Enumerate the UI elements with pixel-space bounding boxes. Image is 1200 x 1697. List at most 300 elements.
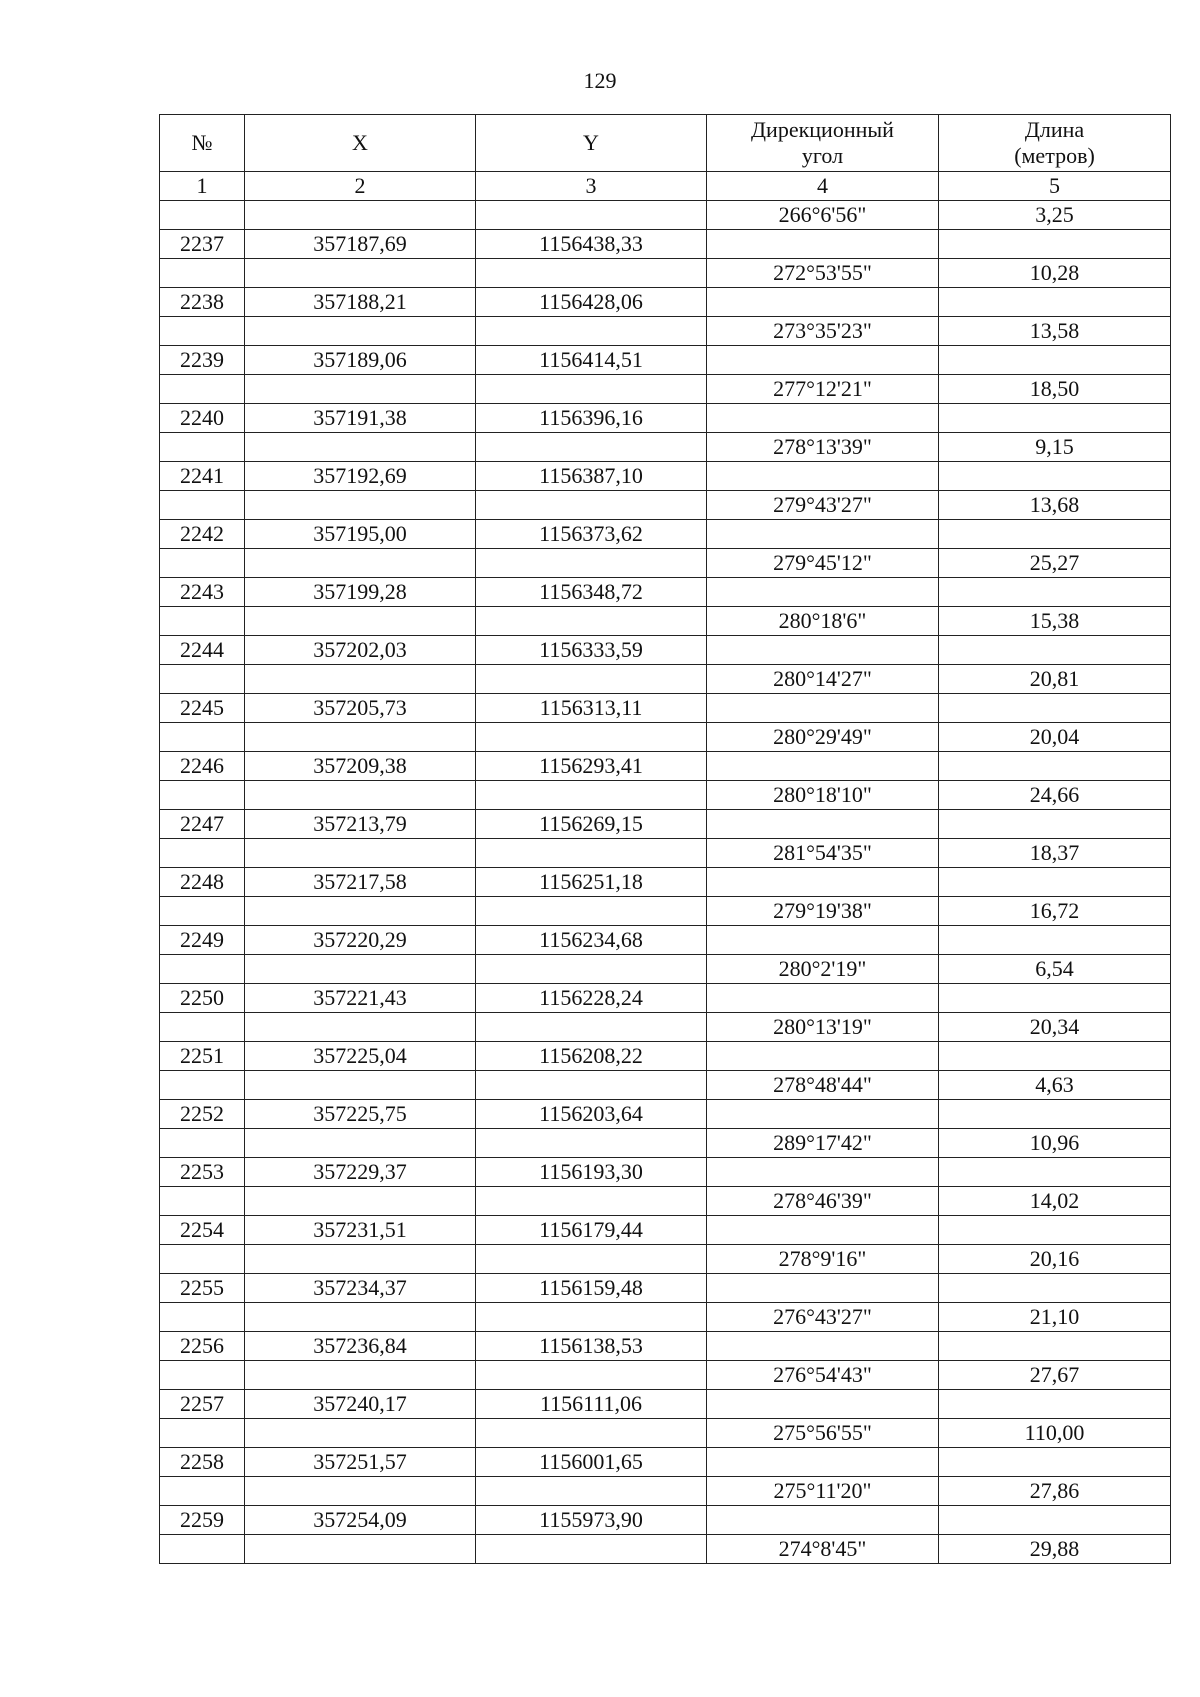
y-coordinate-cell [476, 723, 707, 752]
direction-angle-cell: 278°9'16" [707, 1245, 939, 1274]
coordinates-table [159, 114, 1171, 1564]
point-number-cell [160, 665, 245, 694]
direction-angle-cell: 266°6'56" [707, 201, 939, 230]
table-row [160, 665, 1171, 694]
x-coordinate-cell [245, 1361, 476, 1390]
length-cell: 16,72 [939, 897, 1171, 926]
point-number-cell [160, 1187, 245, 1216]
x-coordinate-cell [245, 839, 476, 868]
table-row [160, 404, 1171, 433]
x-coordinate-cell: 357195,00 [245, 520, 476, 549]
point-number-cell: 2257 [160, 1390, 245, 1419]
table-row [160, 897, 1171, 926]
table-row [160, 1390, 1171, 1419]
y-coordinate-cell: 1156313,11 [476, 694, 707, 723]
column-number-row [160, 172, 1171, 201]
direction-angle-cell: 289°17'42" [707, 1129, 939, 1158]
y-coordinate-cell [476, 259, 707, 288]
column-number: 1 [160, 172, 245, 201]
table-row [160, 636, 1171, 665]
y-coordinate-cell [476, 1187, 707, 1216]
table-row [160, 1361, 1171, 1390]
length-cell: 20,34 [939, 1013, 1171, 1042]
x-coordinate-cell: 357221,43 [245, 984, 476, 1013]
length-cell [939, 1448, 1171, 1477]
point-number-cell: 2256 [160, 1332, 245, 1361]
x-coordinate-cell [245, 1419, 476, 1448]
column-number: 4 [707, 172, 939, 201]
x-coordinate-cell [245, 955, 476, 984]
table-row [160, 926, 1171, 955]
y-coordinate-cell [476, 1071, 707, 1100]
table-row [160, 317, 1171, 346]
direction-angle-cell: 275°56'55" [707, 1419, 939, 1448]
table-row [160, 752, 1171, 781]
y-coordinate-cell: 1156193,30 [476, 1158, 707, 1187]
table-row [160, 288, 1171, 317]
length-cell [939, 868, 1171, 897]
header-angle-line2: угол [801, 143, 844, 168]
y-coordinate-cell: 1156396,16 [476, 404, 707, 433]
column-number: 3 [476, 172, 707, 201]
direction-angle-cell [707, 1158, 939, 1187]
x-coordinate-cell: 357231,51 [245, 1216, 476, 1245]
length-cell [939, 1100, 1171, 1129]
y-coordinate-cell: 1156251,18 [476, 868, 707, 897]
direction-angle-cell [707, 984, 939, 1013]
y-coordinate-cell: 1156001,65 [476, 1448, 707, 1477]
point-number-cell: 2238 [160, 288, 245, 317]
direction-angle-cell [707, 1274, 939, 1303]
table-row [160, 520, 1171, 549]
table-row [160, 607, 1171, 636]
direction-angle-cell [707, 520, 939, 549]
length-cell [939, 1216, 1171, 1245]
table-row [160, 201, 1171, 230]
table-row [160, 1303, 1171, 1332]
length-cell: 24,66 [939, 781, 1171, 810]
table-row [160, 1535, 1171, 1564]
point-number-cell [160, 1129, 245, 1158]
length-cell [939, 1158, 1171, 1187]
x-coordinate-cell: 357220,29 [245, 926, 476, 955]
direction-angle-cell: 278°46'39" [707, 1187, 939, 1216]
y-coordinate-cell [476, 897, 707, 926]
y-coordinate-cell: 1156111,06 [476, 1390, 707, 1419]
point-number-cell: 2250 [160, 984, 245, 1013]
point-number-cell: 2246 [160, 752, 245, 781]
length-cell [939, 404, 1171, 433]
y-coordinate-cell [476, 1419, 707, 1448]
x-coordinate-cell [245, 1129, 476, 1158]
table-row [160, 1071, 1171, 1100]
direction-angle-cell: 272°53'55" [707, 259, 939, 288]
x-coordinate-cell: 357225,75 [245, 1100, 476, 1129]
table-row [160, 1100, 1171, 1129]
point-number-cell: 2255 [160, 1274, 245, 1303]
length-cell [939, 984, 1171, 1013]
y-coordinate-cell [476, 317, 707, 346]
point-number-cell: 2237 [160, 230, 245, 259]
header-angle-line1: Дирекционный [751, 117, 894, 142]
y-coordinate-cell: 1156348,72 [476, 578, 707, 607]
y-coordinate-cell: 1156228,24 [476, 984, 707, 1013]
table-row [160, 346, 1171, 375]
point-number-cell [160, 1361, 245, 1390]
direction-angle-cell: 280°2'19" [707, 955, 939, 984]
x-coordinate-cell [245, 433, 476, 462]
table-row [160, 1419, 1171, 1448]
table-row [160, 1187, 1171, 1216]
column-number: 5 [939, 172, 1171, 201]
length-cell [939, 520, 1171, 549]
direction-angle-cell: 280°14'27" [707, 665, 939, 694]
y-coordinate-cell [476, 1361, 707, 1390]
direction-angle-cell [707, 1448, 939, 1477]
length-cell: 29,88 [939, 1535, 1171, 1564]
table-row [160, 259, 1171, 288]
direction-angle-cell [707, 868, 939, 897]
length-cell [939, 694, 1171, 723]
point-number-cell [160, 723, 245, 752]
y-coordinate-cell: 1156159,48 [476, 1274, 707, 1303]
x-coordinate-cell [245, 665, 476, 694]
y-coordinate-cell: 1156333,59 [476, 636, 707, 665]
x-coordinate-cell: 357229,37 [245, 1158, 476, 1187]
point-number-cell: 2241 [160, 462, 245, 491]
table-row [160, 578, 1171, 607]
length-cell [939, 288, 1171, 317]
y-coordinate-cell: 1156179,44 [476, 1216, 707, 1245]
header-y: Y [476, 115, 707, 172]
x-coordinate-cell: 357205,73 [245, 694, 476, 723]
direction-angle-cell: 280°18'10" [707, 781, 939, 810]
point-number-cell [160, 1477, 245, 1506]
y-coordinate-cell [476, 607, 707, 636]
table-row [160, 1448, 1171, 1477]
direction-angle-cell [707, 1042, 939, 1071]
x-coordinate-cell: 357192,69 [245, 462, 476, 491]
x-coordinate-cell: 357254,09 [245, 1506, 476, 1535]
length-cell [939, 462, 1171, 491]
direction-angle-cell: 275°11'20" [707, 1477, 939, 1506]
table-row [160, 1332, 1171, 1361]
x-coordinate-cell: 357251,57 [245, 1448, 476, 1477]
y-coordinate-cell: 1156438,33 [476, 230, 707, 259]
y-coordinate-cell [476, 781, 707, 810]
length-cell: 4,63 [939, 1071, 1171, 1100]
y-coordinate-cell: 1156208,22 [476, 1042, 707, 1071]
x-coordinate-cell [245, 201, 476, 230]
length-cell [939, 1390, 1171, 1419]
table-row [160, 1506, 1171, 1535]
y-coordinate-cell [476, 375, 707, 404]
direction-angle-cell [707, 1506, 939, 1535]
direction-angle-cell [707, 404, 939, 433]
point-number-cell [160, 839, 245, 868]
direction-angle-cell: 280°29'49" [707, 723, 939, 752]
length-cell [939, 926, 1171, 955]
x-coordinate-cell: 357234,37 [245, 1274, 476, 1303]
point-number-cell: 2243 [160, 578, 245, 607]
table-row [160, 549, 1171, 578]
table-row [160, 375, 1171, 404]
length-cell: 15,38 [939, 607, 1171, 636]
x-coordinate-cell [245, 375, 476, 404]
point-number-cell [160, 897, 245, 926]
direction-angle-cell: 280°13'19" [707, 1013, 939, 1042]
length-cell: 18,50 [939, 375, 1171, 404]
y-coordinate-cell: 1156269,15 [476, 810, 707, 839]
y-coordinate-cell [476, 955, 707, 984]
length-cell: 18,37 [939, 839, 1171, 868]
header-length-line1: Длина [1024, 117, 1085, 142]
x-coordinate-cell [245, 1245, 476, 1274]
y-coordinate-cell [476, 1303, 707, 1332]
point-number-cell: 2254 [160, 1216, 245, 1245]
length-cell [939, 1274, 1171, 1303]
point-number-cell: 2248 [160, 868, 245, 897]
x-coordinate-cell [245, 1071, 476, 1100]
table-row [160, 694, 1171, 723]
y-coordinate-cell [476, 1013, 707, 1042]
direction-angle-cell: 274°8'45" [707, 1535, 939, 1564]
direction-angle-cell [707, 752, 939, 781]
length-cell: 9,15 [939, 433, 1171, 462]
y-coordinate-cell [476, 549, 707, 578]
direction-angle-cell: 277°12'21" [707, 375, 939, 404]
length-cell: 20,16 [939, 1245, 1171, 1274]
x-coordinate-cell [245, 491, 476, 520]
point-number-cell [160, 1535, 245, 1564]
length-cell: 3,25 [939, 201, 1171, 230]
table-row [160, 955, 1171, 984]
length-cell: 20,04 [939, 723, 1171, 752]
y-coordinate-cell [476, 491, 707, 520]
point-number-cell [160, 259, 245, 288]
point-number-cell [160, 1245, 245, 1274]
length-cell: 110,00 [939, 1419, 1171, 1448]
direction-angle-cell: 280°18'6" [707, 607, 939, 636]
x-coordinate-cell [245, 781, 476, 810]
x-coordinate-cell: 357189,06 [245, 346, 476, 375]
x-coordinate-cell [245, 317, 476, 346]
header-row [160, 115, 1171, 172]
length-cell [939, 1506, 1171, 1535]
point-number-cell [160, 1071, 245, 1100]
direction-angle-cell [707, 462, 939, 491]
y-coordinate-cell [476, 1245, 707, 1274]
length-cell: 27,67 [939, 1361, 1171, 1390]
y-coordinate-cell: 1156293,41 [476, 752, 707, 781]
x-coordinate-cell: 357199,28 [245, 578, 476, 607]
table-row [160, 1477, 1171, 1506]
length-cell [939, 578, 1171, 607]
table-row [160, 1245, 1171, 1274]
y-coordinate-cell [476, 1477, 707, 1506]
table-row [160, 1216, 1171, 1245]
length-cell [939, 230, 1171, 259]
direction-angle-cell: 279°19'38" [707, 897, 939, 926]
direction-angle-cell: 281°54'35" [707, 839, 939, 868]
direction-angle-cell: 276°43'27" [707, 1303, 939, 1332]
table-row [160, 1129, 1171, 1158]
table-row [160, 868, 1171, 897]
header-x: X [245, 115, 476, 172]
header-num: № [160, 115, 245, 172]
table-row [160, 1158, 1171, 1187]
y-coordinate-cell: 1156203,64 [476, 1100, 707, 1129]
column-number: 2 [245, 172, 476, 201]
point-number-cell: 2244 [160, 636, 245, 665]
direction-angle-cell [707, 288, 939, 317]
direction-angle-cell [707, 926, 939, 955]
y-coordinate-cell: 1155973,90 [476, 1506, 707, 1535]
y-coordinate-cell: 1156373,62 [476, 520, 707, 549]
x-coordinate-cell [245, 897, 476, 926]
direction-angle-cell [707, 694, 939, 723]
table-row [160, 810, 1171, 839]
x-coordinate-cell: 357225,04 [245, 1042, 476, 1071]
direction-angle-cell: 276°54'43" [707, 1361, 939, 1390]
direction-angle-cell [707, 636, 939, 665]
point-number-cell [160, 433, 245, 462]
header-angle [707, 115, 939, 172]
x-coordinate-cell [245, 1477, 476, 1506]
length-cell [939, 1332, 1171, 1361]
y-coordinate-cell [476, 201, 707, 230]
header-length-line2: (метров) [1014, 143, 1095, 168]
y-coordinate-cell [476, 839, 707, 868]
y-coordinate-cell: 1156138,53 [476, 1332, 707, 1361]
direction-angle-cell [707, 578, 939, 607]
direction-angle-cell [707, 810, 939, 839]
direction-angle-cell: 278°13'39" [707, 433, 939, 462]
x-coordinate-cell: 357217,58 [245, 868, 476, 897]
y-coordinate-cell [476, 433, 707, 462]
direction-angle-cell [707, 1216, 939, 1245]
point-number-cell [160, 781, 245, 810]
length-cell: 27,86 [939, 1477, 1171, 1506]
x-coordinate-cell [245, 1013, 476, 1042]
x-coordinate-cell [245, 607, 476, 636]
y-coordinate-cell: 1156428,06 [476, 288, 707, 317]
x-coordinate-cell: 357213,79 [245, 810, 476, 839]
y-coordinate-cell [476, 665, 707, 694]
length-cell: 21,10 [939, 1303, 1171, 1332]
y-coordinate-cell: 1156234,68 [476, 926, 707, 955]
length-cell: 6,54 [939, 955, 1171, 984]
x-coordinate-cell: 357188,21 [245, 288, 476, 317]
point-number-cell: 2247 [160, 810, 245, 839]
point-number-cell [160, 375, 245, 404]
direction-angle-cell [707, 1390, 939, 1419]
x-coordinate-cell: 357202,03 [245, 636, 476, 665]
length-cell [939, 636, 1171, 665]
point-number-cell: 2239 [160, 346, 245, 375]
point-number-cell: 2245 [160, 694, 245, 723]
length-cell: 10,28 [939, 259, 1171, 288]
point-number-cell: 2240 [160, 404, 245, 433]
direction-angle-cell: 278°48'44" [707, 1071, 939, 1100]
direction-angle-cell: 273°35'23" [707, 317, 939, 346]
length-cell [939, 810, 1171, 839]
point-number-cell [160, 201, 245, 230]
table-row [160, 839, 1171, 868]
x-coordinate-cell: 357191,38 [245, 404, 476, 433]
direction-angle-cell [707, 1332, 939, 1361]
length-cell: 14,02 [939, 1187, 1171, 1216]
point-number-cell: 2249 [160, 926, 245, 955]
table-row [160, 1274, 1171, 1303]
x-coordinate-cell [245, 549, 476, 578]
point-number-cell [160, 1013, 245, 1042]
x-coordinate-cell [245, 723, 476, 752]
direction-angle-cell [707, 1100, 939, 1129]
table-row [160, 491, 1171, 520]
header-length [939, 115, 1171, 172]
direction-angle-cell [707, 346, 939, 375]
page-number: 129 [583, 68, 617, 93]
length-cell: 13,68 [939, 491, 1171, 520]
point-number-cell: 2251 [160, 1042, 245, 1071]
point-number-cell [160, 1303, 245, 1332]
y-coordinate-cell: 1156414,51 [476, 346, 707, 375]
x-coordinate-cell: 357236,84 [245, 1332, 476, 1361]
x-coordinate-cell: 357187,69 [245, 230, 476, 259]
point-number-cell: 2259 [160, 1506, 245, 1535]
table-row [160, 462, 1171, 491]
point-number-cell [160, 1419, 245, 1448]
x-coordinate-cell [245, 259, 476, 288]
table-row [160, 723, 1171, 752]
table-row [160, 433, 1171, 462]
point-number-cell [160, 491, 245, 520]
length-cell: 20,81 [939, 665, 1171, 694]
table-row [160, 984, 1171, 1013]
table-body [160, 201, 1171, 1564]
table-row [160, 781, 1171, 810]
y-coordinate-cell: 1156387,10 [476, 462, 707, 491]
y-coordinate-cell [476, 1535, 707, 1564]
x-coordinate-cell [245, 1303, 476, 1332]
length-cell [939, 346, 1171, 375]
direction-angle-cell: 279°43'27" [707, 491, 939, 520]
y-coordinate-cell [476, 1129, 707, 1158]
point-number-cell [160, 607, 245, 636]
x-coordinate-cell: 357240,17 [245, 1390, 476, 1419]
table-row [160, 230, 1171, 259]
length-cell [939, 1042, 1171, 1071]
direction-angle-cell: 279°45'12" [707, 549, 939, 578]
point-number-cell: 2242 [160, 520, 245, 549]
x-coordinate-cell [245, 1535, 476, 1564]
length-cell: 13,58 [939, 317, 1171, 346]
table-row [160, 1013, 1171, 1042]
point-number-cell: 2258 [160, 1448, 245, 1477]
length-cell [939, 752, 1171, 781]
length-cell: 25,27 [939, 549, 1171, 578]
length-cell: 10,96 [939, 1129, 1171, 1158]
direction-angle-cell [707, 230, 939, 259]
x-coordinate-cell [245, 1187, 476, 1216]
point-number-cell [160, 955, 245, 984]
point-number-cell [160, 317, 245, 346]
table-row [160, 1042, 1171, 1071]
point-number-cell: 2253 [160, 1158, 245, 1187]
point-number-cell: 2252 [160, 1100, 245, 1129]
x-coordinate-cell: 357209,38 [245, 752, 476, 781]
